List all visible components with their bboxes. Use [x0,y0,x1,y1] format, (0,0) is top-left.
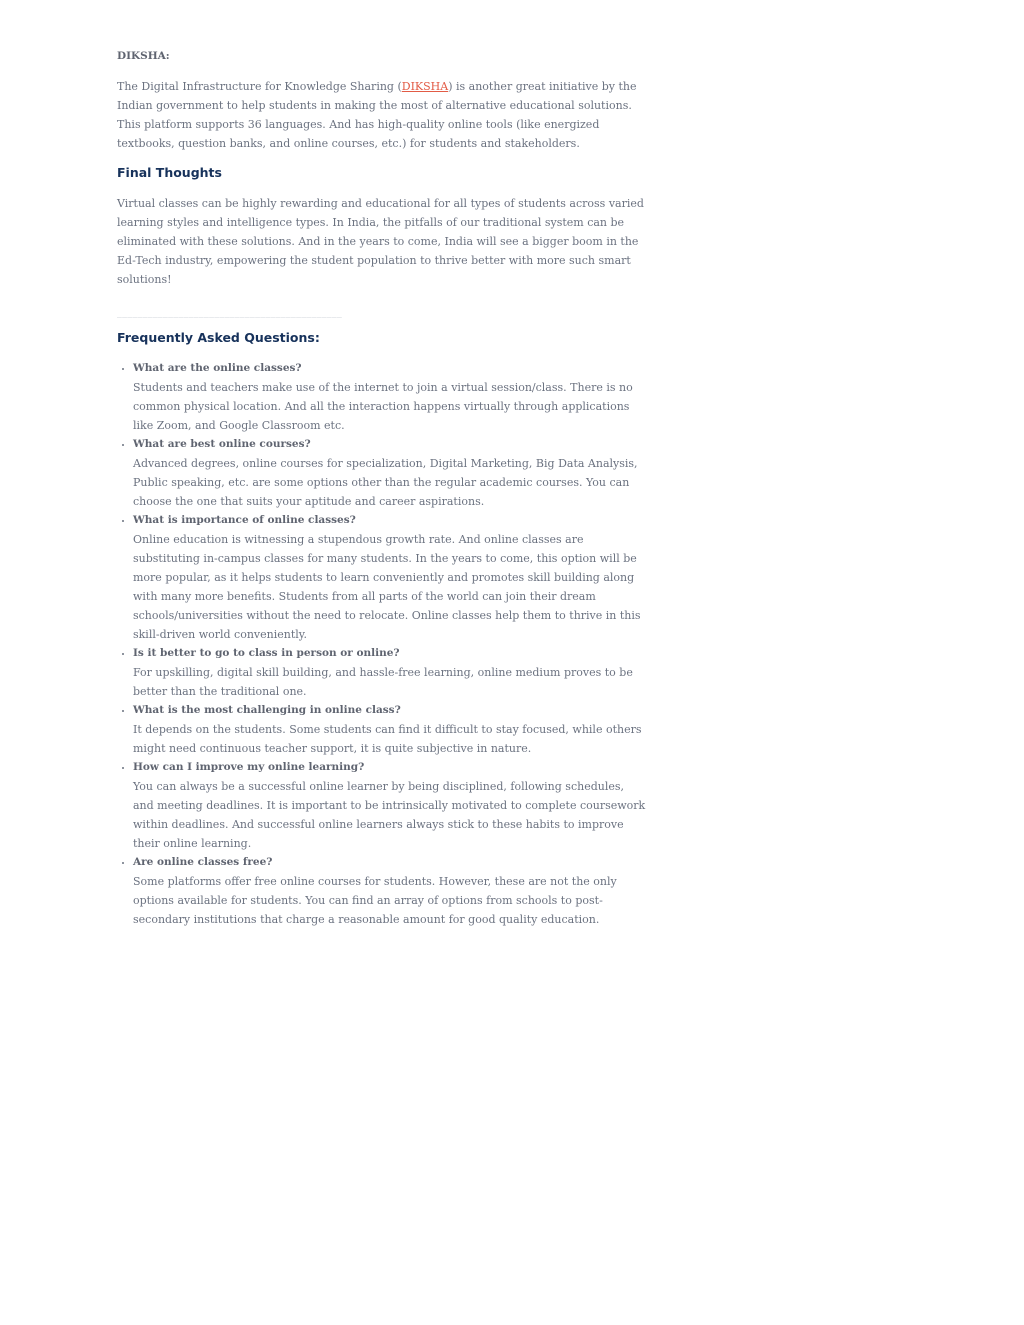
faq-question: • How can I improve my online learning? [133,761,365,773]
diksha-text-before: The Digital Infrastructure for Knowledge Sharing ( [117,80,402,93]
faq-item [133,644,647,701]
faq-answer: You can always be a successful online learner by being disciplined, following schedules, and meeting deadlines. It is important to be intrinsically motivated to complete coursework within deadlines. And successful online learners always stick to these habits to improve their online learning. [133,780,646,850]
article-body [117,47,647,929]
faq-item [133,701,647,758]
faq-question: • What are the online classes? [133,362,302,374]
faq-answer: Some platforms offer free online courses for students. However, these are not the only options available for students. You can find an array of options from schools to post-secondary institutions that charge a reasonable amount for good quality education. [133,875,617,926]
faq-heading: Frequently Asked Questions: [117,330,320,345]
faq-question: • What are best online courses? [133,438,311,450]
faq-item [133,359,647,435]
diksha-text-after: ) is another great initiative by the Indian government to help students in making the most of alternative educational solutions. This platform supports 36 languages. And has high-quality online tools (like energized textbooks, question banks, and online courses, etc.) for students and stakeholders. [117,80,637,150]
faq-question: • What is the most challenging in online class? [133,704,401,716]
faq-answer: Online education is witnessing a stupendous growth rate. And online classes are substituting in-campus classes for many students. In the years to come, this option will be more popular, as it helps students to learn conveniently and promotes skill building along with many more benefits. Students from all parts of the world can join their dream schools/universities without the need to relocate. Online classes help them to thrive in this skill-driven world conveniently. [133,533,641,641]
faq-list [117,359,647,929]
diksha-label: DIKSHA: [117,50,170,62]
faq-answer: Advanced degrees, online courses for specialization, Digital Marketing, Big Data Analysis, Public speaking, etc. are some options other than the regular academic courses. You can choose the one that suits your aptitude and career aspirations. [133,457,638,508]
divider-line: ____________________________________________ [117,309,343,318]
faq-answer: It depends on the students. Some students can find it difficult to stay focused, while others might need continuous teacher support, it is quite subjective in nature. [133,723,642,755]
faq-question: • Is it better to go to class in person or online? [133,647,400,659]
faq-question: • Are online classes free? [133,856,273,868]
faq-answer: Students and teachers make use of the internet to join a virtual session/class. There is no common physical location. And all the interaction happens virtually through applications like Zoom, and Google Classroom etc. [133,381,633,432]
diksha-paragraph [117,77,647,153]
faq-item [133,435,647,511]
diksha-link[interactable]: DIKSHA [401,80,449,93]
final-thoughts-paragraph: Virtual classes can be highly rewarding and educational for all types of students across varied learning styles and intelligence types. In India, the pitfalls of our traditional system can be eliminated with these solutions. And in the years to come, India will see a bigger boom in the Ed-Tech industry, empowering the student population to thrive better with more such smart solutions! [117,197,644,286]
faq-item [133,758,647,853]
faq-item [133,853,647,929]
faq-question: • What is importance of online classes? [133,514,356,526]
faq-answer: For upskilling, digital skill building, and hassle-free learning, online medium proves to be better than the traditional one. [133,666,633,698]
final-thoughts-heading: Final Thoughts [117,165,222,180]
faq-item [133,511,647,644]
